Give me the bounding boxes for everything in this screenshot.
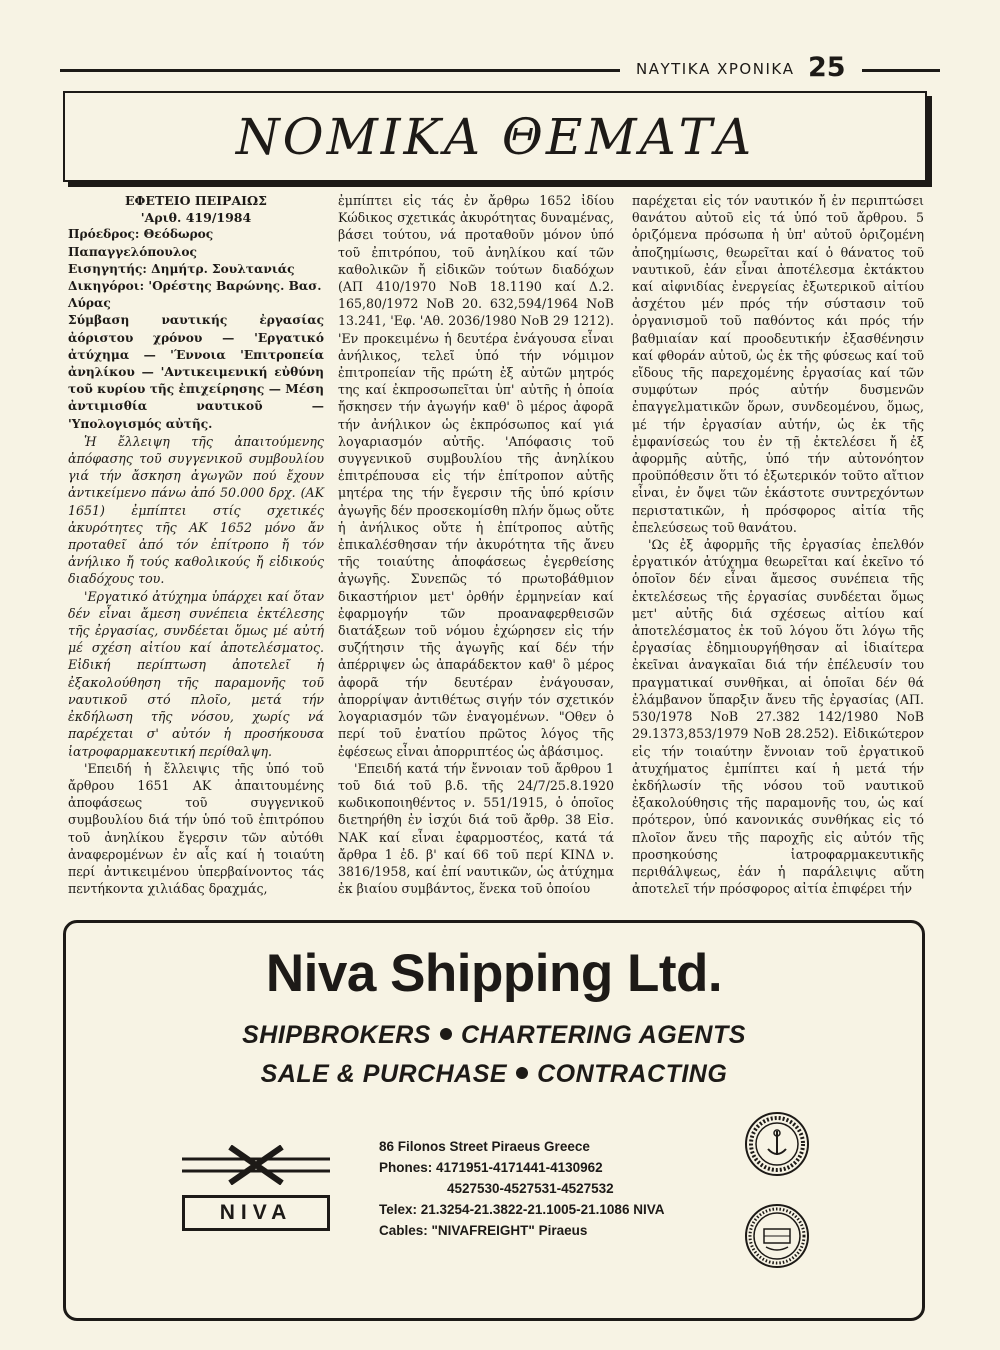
article-column-3 <box>632 192 924 897</box>
article-column-1 <box>68 192 324 897</box>
page-number: 25 <box>808 52 846 83</box>
ad-services-line-1 <box>66 1021 922 1050</box>
case-summary-paragraph: Ἡ ἔλλειψη τῆς ἀπαιτούμενης ἀπόφασης τοῦ συγγενικοῦ συμβουλίου γιά τήν ἄσκηση ἀγωγῶν πού ἔχουν ἀντικείμενο πάνω ἀπό 50.000 δρχ. (ΑΚ 1651) ἐμπίπτει στίς σχετικές ἀκυρότητες τῆς ΑΚ 1652 μόνο ἄν προταθεῖ ἀπό τόν ἐπίτροπο ἤ τόν ἀνήλικο ἤ τούς καθολικούς ἤ εἰδικούς διαδόχους του. <box>68 433 324 587</box>
advertisement-box <box>63 920 925 1321</box>
ad-telex: Telex: 21.3254-21.3822-21.1005-21.1086 NIVA <box>379 1202 665 1217</box>
body-paragraph-col1: 'Επειδή ἡ ἔλλειψις τῆς ὑπό τοῦ ἄρθρου 1651 ΑΚ ἀπαιτουμένης ἀποφάσεως τοῦ συγγενικοῦ συμβουλίου διά τήν ὑπό τοῦ ἐπιτρόπου τοῦ ἀνηλίκου ἔγερσιν τῶν αὐτόθι ἀναφερομένων ἐν αἷς καί ἡ τοιαύτη περί ἀντικειμένου ὑπερβαίνοντος τάς πεντήκοντα χιλιάδας δραχμάς, <box>68 760 324 897</box>
body-paragraph-col3a: παρέχεται εἰς τόν ναυτικόν ἤ ἐν περιπτώσει θανάτου αὐτοῦ εἰς τά ὑπό τοῦ ἄρθρου. 5 ὁριζόμενα πρόσωπα ἡ ὑπ' αὐτοῦ ὁριζομένη ἀποζημίωσις, θεωρεῖται καί ὁ θάνατος τοῦ ναυτικοῦ, ἐάν εἶναι ἀποτέλεσμα ἐκτάκτου καί αἰφνιδίας ἐνεργείας ἐξωτερικοῦ αἰτίου ἀσχέτου μέν πρός τήν σύστασιν τοῦ ὀργανισμοῦ τοῦ παθόντος κάι πρός τήν βαθμιαίαν καί προοδευτικήν ἐξασθένησιν καί φθοράν αὐτοῦ, ὡς ἐκ τῆς φύσεως καί τοῦ εἴδους τῆς παρεχομένης ἐργασίας καί τῶν συμφύτων πρός αὐτήν δυσμενῶν ἐπαγγελματικῶν ὅρων, συνδεομένου, ὅμως, μέ τήν ἐργασίαν αὐτήν, ὡς ἐκ τῆς ἐμφανίσεώς του ἐν τῇ ἐκτελέσει ἤ ἐξ ἀφορμῆς αὐτῆς, ὑπό τήν αὐτονόητον προϋπόθεσιν ὅτι τό ἐξωτερικόν τοῦτο αἴτιον εἶναι, ἐν ὄψει τῶν ἑκάστοτε συντρεχόντων περιστατικῶν, ἡ πρόσφορος αἰτία τῆς ἐπελεύσεως τοῦ θανάτου. <box>632 193 924 535</box>
ad-service: SHIPBROKERS <box>242 1021 431 1049</box>
bullet-dot-icon <box>440 1028 452 1040</box>
ad-cables: Cables: "NIVAFREIGHT" Piraeus <box>379 1223 588 1238</box>
court-name: ΕΦΕΤΕΙΟ ΠΕΙΡΑΙΩΣ <box>125 193 267 208</box>
niva-logo-mark-icon <box>182 1145 330 1185</box>
niva-logo <box>182 1145 330 1231</box>
ad-company-name: Niva Shipping Ltd. <box>265 944 723 1003</box>
body-paragraph-col2a: ἐμπίπτει εἰς τάς ἐν ἄρθρω 1652 ἰδίου Κώδικος σχετικάς ἀκυρότητας δυναμένας, βάσει τούτου, νά προταθοῦν μόνον ὑπό τοῦ ἐπιτρόπου, τοῦ ἀνηλίκου καί τῶν καθολικῶν ἤ εἰδικῶν τούτων διαδόχων (ΑΠ 410/1970 ΝοΒ 18.1190 καί Δ.2. 165,80/1972 ΝοΒ 20. 632,594/1964 ΝοΒ 13.241, 'Εφ. 'Αθ. 2036/1980 ΝοΒ 29 1212). 'Εν προκειμένω ἡ δευτέρα ἐνάγουσα εἶναι ἀνήλικος, τελεῖ ὑπό τήν νόμιμον ἐπιτροπείαν τῆς πρώτη ἐξ αὐτῶν μητρός της καί ἐκπροσωπεῖται ὑπ' αὐτῆς ἡ ὁποία ἤσκησεν τήν ἀγωγήν καθ' ὃ μέρος ἀφορᾶ τήν ἀνήλικον ὡς ἐκπρόσωπος καί γιά λογαριασμόν αὐτῆς. 'Απόφασις τοῦ συγγενικοῦ συμβουλίου τῆς ἀνηλίκου ἐπιτρέπουσα εἰς τήν ἐπίτροπον αὐτῆς μητέρα της τήν ἔγερσιν τῆς ὑπό κρίσιν ἀγωγῆς δέν προσεκομίσθη πλήν ὅμως οὔτε ἡ ἀνήλικος οὔτε ἡ ἐπίτροπος αὐτῆς ἐπικαλέσθησαν τήν ἀκυρότητα τῆς ἄνευ τῆς τοιαύτης ἀποφάσεως ἐγερθείσης ἀγωγῆς. Συνεπῶς τό πρωτοβάθμιον δικαστήριον μετ' ὀρθήν ἑρμηνείαν καί ἐφαρμογήν τῶν προαναφερθεισῶν διατάξεων τοῦ νόμου ἐχώρησεν εἰς τήν συζήτησιν τῆς ἀγωγῆς καί δέν τήν ἀπέρριψεν ὡς ἀπαράδεκτον καθ' ὃ μέρος ἀφορᾶ τήν δευτέραν ἐνάγουσαν, ἀπορρίψαν ἀντιθέτως σιγήν τόν σχετικόν λογαριασμόν τῶν ἐναγομένων. "Οθεν ὁ περί τοῦ ἐνατίου πρῶτος λόγος τῆς ἐφέσεως εἶναι ἀπορριπτέος ὡς ἀβάσιμος. <box>338 193 614 759</box>
ad-service: CHARTERING AGENTS <box>460 1021 746 1049</box>
ad-address: 86 Filonos Street Piraeus Greece <box>379 1139 590 1154</box>
ad-services-line-2 <box>66 1060 922 1089</box>
case-keywords: Σύμβαση ναυτικής ἐργασίας ἀόριστου χρόνου — 'Εργατικό ἀτύχημα — 'Έννοια 'Επιτροπεία ἀνηλίκου — 'Αντικειμενική εὐθύνη τοῦ κυρίου τῆς ἐπιχείρησης — Μέση ἀντιμισθία ναυτικοῦ — 'Υπολογισμός αὐτῆς. <box>68 313 324 431</box>
case-summary-paragraph: 'Εργατικό ἀτύχημα ὑπάρχει καί ὅταν δέν εἶναι ἄμεση συνέπεια ἐκτέλεσης τῆς ἐργασίας, συνδέεται ὅμως μέ αὐτή μέ σχέση αἰτίου καί ἀποτελέσματος. Εἰδική περίπτωση ἀποτελεῖ ἡ ἐξακολούθηση τῆς παραμονῆς τοῦ ναυτικοῦ στό πλοῖο, μετά τήν ἐκδήλωση τῆς νόσου, χωρίς νά παρέχεται σ' αὐτόν ἡ προσήκουσα ἰατροφαρμακευτική περίθαλψη. <box>68 588 324 759</box>
logo-wordmark: NIVA <box>182 1195 330 1231</box>
body-paragraph: 'Ως ἐξ ἀφορμῆς τῆς ἐργασίας ἐπελθόν ἐργατικόν ἀτύχημα θεωρεῖται καί ἐκεῖνο τό ὁποῖον δέν εἶναι ἄμεσος συνέπεια τῆς ἐκτελέσεως τῆς ἐργασίας συνδέεται ὅμως μετ' αὐτῆς διά σχέσεως αἰτίου καί ἀποτελέσματος ἐκ τοῦ λόγου ὅτι λόγω τῆς ἐργασίας ἐδημιουργήθησαν αἱ ἰδιαίτερα ἐκεῖναι ἀναγκαῖαι διά τήν ἐπέλευσίν του πραγματικαί συνθῆκαι, αἱ ὁποῖαι δέν θά ἐλάμβανον ὕπαρξιν ἄνευ τῆς ἐργασίας (ΑΠ. 530/1978 ΝοΒ 27.382 142/1980 ΝοΒ 29.1373,853/1979 ΝοΒ 28.252). Εἰδικώτερον εἰς τήν τοιαύτην ἔννοιαν τοῦ ἐργατικοῦ ἀτυχήματος ἐμπίπτει καί ἡ μετά τήν ἐκδήλωσίν τῆς νόσου τοῦ ναυτικοῦ ἐξακολούθησις τῆς παραμονῆς του, ὡς καί πρότερον, ὑπό κανονικάς συνθήκας εἰς τό πλοῖον ἄνευ τῆς παροχῆς εἰς αὐτόν τῆς προσηκούσης ἰατροφαρμακευτικῆς περιθάλψεως, ἐάν ἡ παράλειψις αὕτη ἀποτελεῖ τήν πρόσφορος αἰτία ἐπιφέρει τήν <box>632 537 924 897</box>
section-title-box <box>63 91 927 182</box>
case-president: Πρόεδρος: Θεόδωρος Παπαγγελόπουλος <box>68 227 214 259</box>
case-lawyers: Δικηγόροι: 'Ορέστης Βαρώνης. Βασ. Λύρας <box>68 279 322 311</box>
chamber-seal-icon <box>744 1203 810 1269</box>
ad-service: SALE & PURCHASE <box>260 1060 508 1088</box>
body-paragraph: 'Επειδή κατά τήν ἔννοιαν τοῦ ἄρθρου 1 τοῦ διά τοῦ β.δ. τῆς 24/7/25.8.1920 κωδικοποιηθέντος ν. 551/1915, ὁ ὁποῖος διετηρήθη ἐν ἰσχύι διά τοῦ ἄρθρ. 38 Εἰσ. ΝΑΚ καί εἶναι ἐφαρμοστέος, κατά τά ἄρθρα 1 ἐδ. β' καί 66 τοῦ περί ΚΙΝΔ ν. 3816/1958, καί ἐπί ναυτικῶν, ὡς ἀτύχημα ἐκ βιαίου συμβάντος, ἕνεκα τοῦ ὁποίου <box>338 760 614 897</box>
case-number: 'Αριθ. 419/1984 <box>140 210 252 226</box>
shipbrokers-association-seal-icon <box>744 1111 810 1177</box>
header-rule-right <box>862 69 940 72</box>
section-title: ΝΟΜΙΚΑ ΘΕΜΑΤΑ <box>235 107 755 166</box>
case-rapporteur: Εισηγητής: Δημήτρ. Σουλτανιάς <box>68 261 295 276</box>
bullet-dot-icon <box>516 1067 528 1079</box>
ad-service: CONTRACTING <box>537 1060 728 1088</box>
ad-contact-block <box>379 1136 664 1241</box>
magazine-name: ΝΑΥΤΙΚΑ ΧΡΟΝΙΚΑ <box>636 60 795 78</box>
ad-phones-continued: 4527530-4527531-4527532 <box>447 1181 614 1196</box>
article-column-2 <box>338 192 614 897</box>
header-rule-left <box>60 69 620 72</box>
ad-phones: Phones: 4171951-4171441-4130962 <box>379 1160 603 1175</box>
